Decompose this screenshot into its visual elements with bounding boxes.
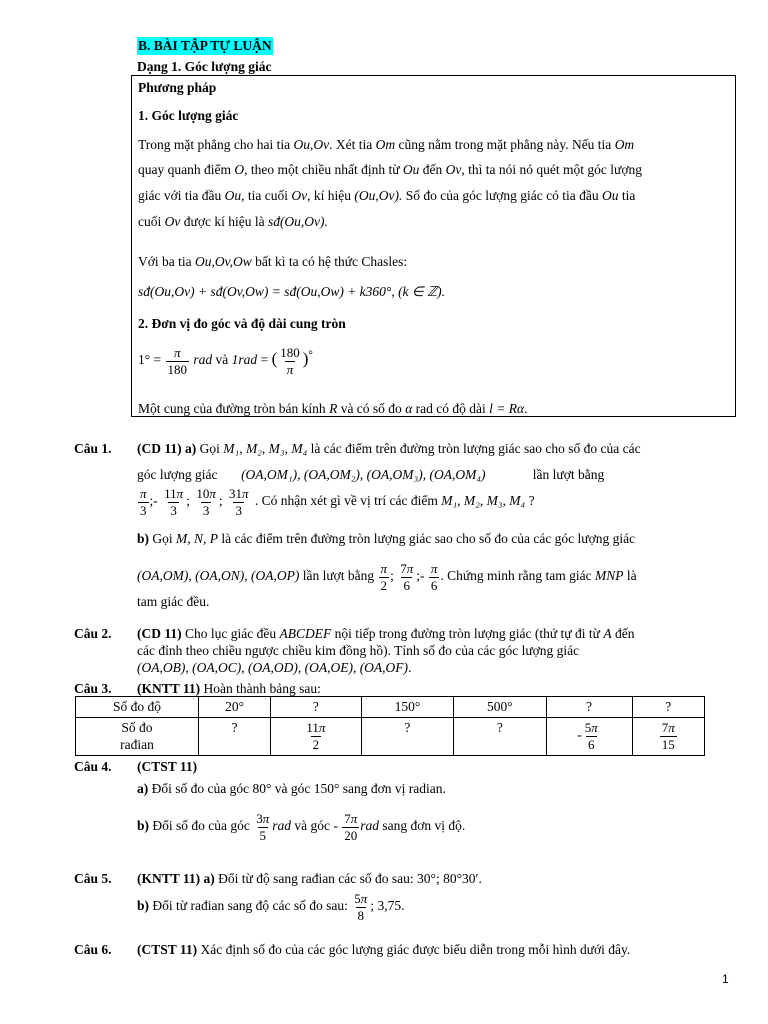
question-1b-line2: (OA,OM), (OA,ON), (OA,OP) lần lượt bằng $\frac{\pi}{2}$ ; $\frac{7\pi}{6}$ ;- $\frac{\pi}{6}$ . Chứng minh rằng tam giác MNP là [137, 561, 637, 593]
table-header-degrees: Số đo độ [76, 697, 199, 718]
para1-line1: Trong mặt phẳng cho hai tia Ou,Ov. Xét tia Om cũng nằm trong mặt phẳng này. Nếu tia Om [138, 137, 635, 152]
method-heading: Phương pháp [138, 80, 217, 95]
question-4a: a) Đổi số đo của góc 80° và góc 150° sang đơn vị radian. [137, 781, 446, 796]
180-over-pi: $\frac{180}{\pi}$ [280, 345, 300, 377]
question-1-line1: Câu 1. (CD 11) a) Gọi M₁, M₂, M₃, M₄ là các điểm trên đường tròn lượng giác sao cho số đo của các [74, 441, 641, 456]
table-cell: ? [546, 697, 632, 718]
question-2-line3: (OA,OB), (OA,OC), (OA,OD), (OA,OE), (OA,OF). [137, 660, 412, 675]
question-2-line2: các đỉnh theo chiều ngược chiều kim đồng hồ). Tính số đo của các góc lượng giác [137, 643, 580, 658]
question-2-line1: Câu 2. (CD 11) Cho lục giác đều ABCDEF nội tiếp trong đường tròn lượng giác (thứ tự đi từ A đến [74, 626, 635, 641]
method-box [131, 75, 736, 417]
table-cell: ? [454, 717, 546, 755]
chasles-formula: sđ(Ou,Ov) + sđ(Ov,Ow) = sđ(Ou,Ow) + k360°, (k ∈ ℤ). [138, 284, 445, 299]
table-cell: ? [271, 697, 362, 718]
chasles-intro: Với ba tia Ou,Ov,Ow bất kì ta có hệ thức Chasles: [138, 254, 408, 269]
subheading-trig-angle: 1. Góc lượng giác [138, 108, 239, 123]
question-1-line3: $\frac{\pi}{3}$ ;- $\frac{11\pi}{3}$ ; $\frac{10\pi}{3}$ ; $\frac{31\pi}{3}$ . Có nhận xét gì về vị trí các điểm M₁, M₂, M₃, M₄ ? [140, 486, 535, 518]
dang-title: Dạng 1. Góc lượng giác [137, 59, 272, 74]
table-cell: $\frac{7\pi}{15}$ [632, 717, 704, 755]
question-5b: b) Đổi từ rađian sang độ các số đo sau: $\frac{5\pi}{8}$ ; 3,75. [137, 891, 405, 923]
arc-length-line: Một cung của đường tròn bán kính R và có số đo α rad có độ dài l = Rα. [138, 401, 528, 416]
table-cell: - $\frac{5\pi}{6}$ [546, 717, 632, 755]
conversion-table [75, 696, 705, 756]
question-1-line2: góc lượng giác (OA,OM₁), (OA,OM₂), (OA,OM₃), (OA,OM₄) lần lượt bằng [137, 467, 605, 482]
table-cell: ? [361, 717, 453, 755]
question-1b-line1: b) Gọi M, N, P là các điểm trên đường tròn lượng giác sao cho số đo của các góc lượng giác [137, 531, 636, 546]
table-header-radians: Số đo rađian [76, 717, 199, 755]
para1-line2: quay quanh điểm O, theo một chiều nhất định từ Ou đến Ov, thì ta nói nó quét một góc lượng [138, 162, 642, 177]
section-title-text: B. BÀI TẬP TỰ LUẬN [138, 38, 272, 53]
table-row-radians [76, 717, 705, 755]
table-cell: 500° [454, 697, 546, 718]
table-cell: ? [632, 697, 704, 718]
question-5a: Câu 5. (KNTT 11) a) Đổi từ độ sang rađian các số đo sau: 30°; 80°30′. [74, 871, 482, 886]
para1-line4: cuối Ov được kí hiệu là sđ(Ou,Ov). [138, 214, 328, 229]
table-cell: ? [199, 717, 271, 755]
question-3: Câu 3. (KNTT 11) Hoàn thành bảng sau: [74, 681, 321, 696]
subheading-units: 2. Đơn vị đo góc và độ dài cung tròn [138, 316, 346, 331]
question-4b: b) Đổi số đo của góc $\frac{3\pi}{5}$ rad và góc - $\frac{7\pi}{20}$ rad sang đơn vị độ. [137, 811, 466, 843]
table-cell: 20° [199, 697, 271, 718]
section-title [137, 37, 273, 55]
table-row-degrees [76, 697, 705, 718]
question-1b-line3: tam giác đều. [137, 594, 210, 609]
unit-conversion-formula: 1° = $\frac{\pi}{180}$ rad và 1rad = ( $\frac{180}{\pi}$ )° [138, 345, 313, 377]
question-4-label: Câu 4. (CTST 11) [74, 759, 198, 774]
question-6: Câu 6. (CTST 11) Xác định số đo của các góc lượng giác được biểu diễn trong mỗi hình dưới đây. [74, 942, 631, 957]
pi-over-180: $\frac{\pi}{180}$ [167, 345, 188, 377]
table-cell: $\frac{11\pi}{2}$ [271, 717, 362, 755]
table-cell: 150° [361, 697, 453, 718]
para1-line3: giác với tia đầu Ou, tia cuối Ov, kí hiệu (Ou,Ov). Số đo của góc lượng giác có tia đầu Ou tia [138, 188, 636, 203]
page-number: 1 [722, 972, 729, 986]
